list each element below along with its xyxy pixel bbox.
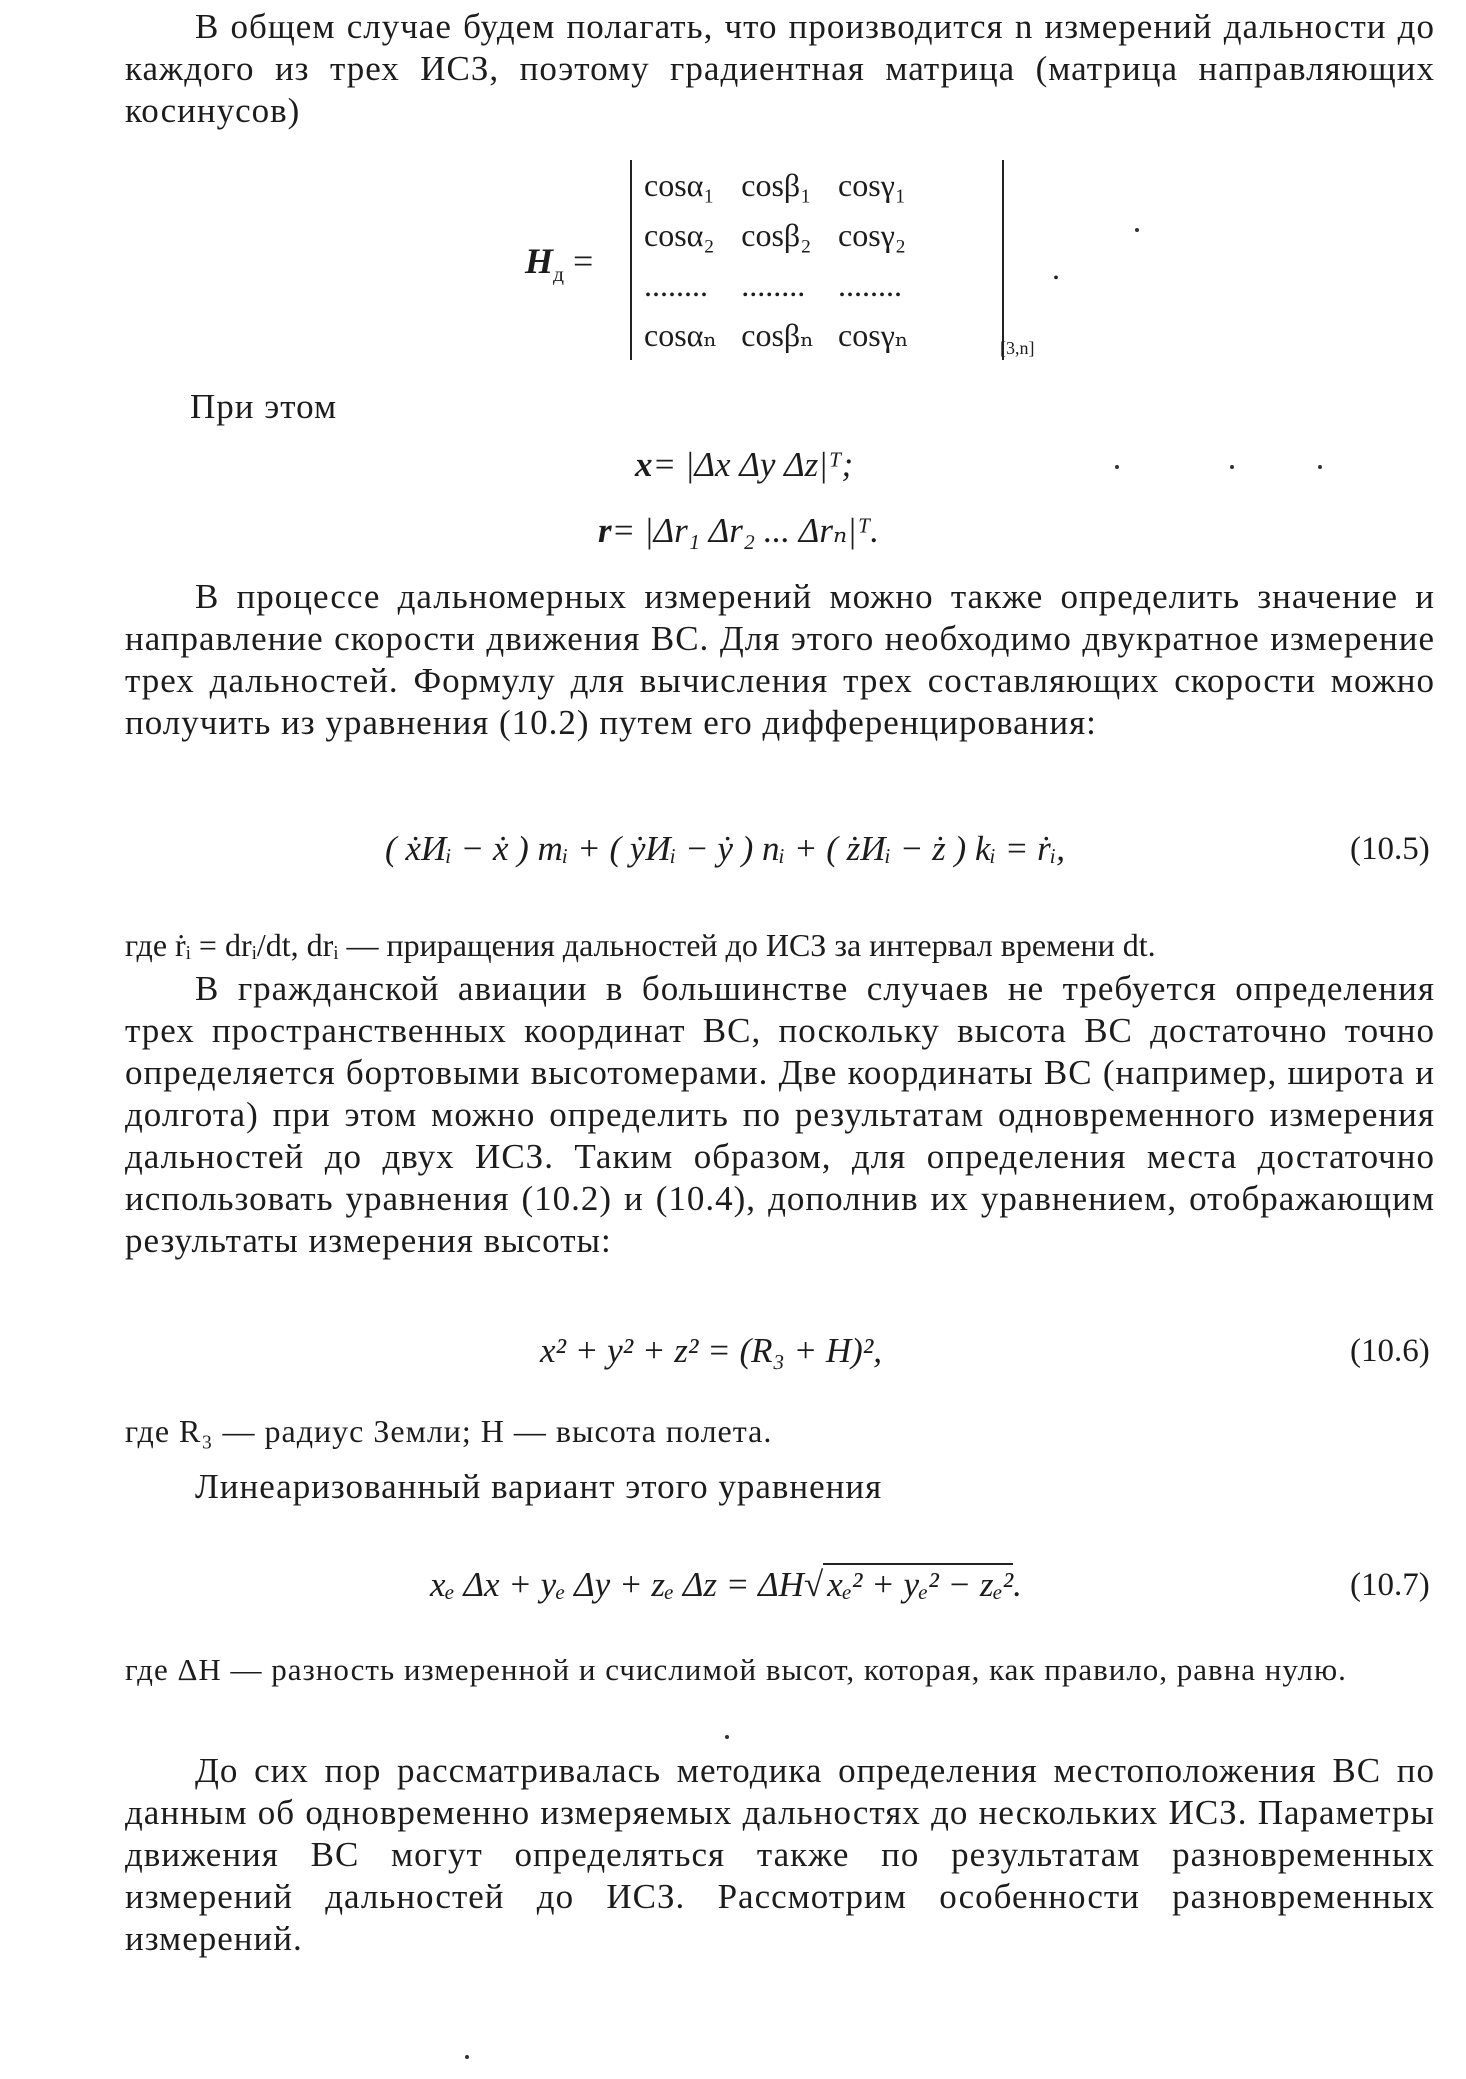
- direction-cosines-matrix: [630, 160, 1004, 360]
- equation-x: x= |Δx Δy Δz|ᵀ;: [635, 445, 854, 484]
- matrix-cell: ........: [644, 267, 708, 303]
- matrix-cell: ........: [838, 267, 903, 303]
- equation-10-6: x² + y² + z² = (R₃ + H)²,: [540, 1331, 883, 1370]
- matrix-trailing-dot: .: [1052, 250, 1060, 286]
- equation-10-7: xₑ Δx + yₑ Δy + zₑ Δz = ΔH√ xₑ² + yₑ² − zₑ².: [430, 1565, 1022, 1604]
- equation-r: r= |Δr₁ Δr₂ ... Δrₙ|ᵀ.: [598, 511, 880, 550]
- matrix-cell: cosβ₂: [741, 217, 812, 253]
- matrix-row: [638, 260, 927, 310]
- where-10-6: где R₃ — радиус Земли; H — высота полета.: [125, 1413, 773, 1449]
- matrix-cell: cosα₂: [644, 217, 715, 253]
- equation-number-10-6: (10.6): [1350, 1333, 1430, 1369]
- matrix-cell: cosα₁: [644, 167, 715, 203]
- scan-speck: [1230, 465, 1234, 469]
- where-10-7: где ΔH — разность измеренной и счислимой высот, которая, как правило, равна нулю.: [125, 1652, 1347, 1687]
- equation-10-5: ( ẋИᵢ − ẋ ) mᵢ + ( ẏИᵢ − ẏ ) nᵢ + ( żИᵢ − ż ) kᵢ = ṙᵢ,: [385, 829, 1066, 868]
- where-10-5: где ṙᵢ = drᵢ/dt, drᵢ — приращения дальностей до ИСЗ за интервал времени dt.: [125, 927, 1156, 963]
- matrix-cell: cosβ₁: [741, 167, 812, 203]
- civil-aviation-paragraph: В гражданской авиации в большинстве случаев не требуется определения трех пространственных координат ВС, поскольку высота ВС достаточно точно определяется бортовыми высотомерами. Две координаты ВС (например, широта и долгота) при этом можно определить по результатам одновременного измерения дальностей до двух ИСЗ. Таким образом, для определения места достаточно использовать уравнения (10.2) и (10.4), дополнив их уравнением, отображающим результаты измерения высоты:: [125, 969, 1435, 1260]
- matrix-row: [638, 210, 927, 260]
- matrix-label: $H_д$ =: [525, 241, 594, 287]
- scan-speck: [1135, 228, 1139, 232]
- scan-speck: [1115, 465, 1119, 469]
- matrix-dimension: [3,n]: [1000, 338, 1035, 358]
- pri-etom-text: При этом: [190, 387, 338, 426]
- matrix-cell: cosγₙ: [838, 317, 909, 353]
- equation-number-10-7: (10.7): [1350, 1567, 1430, 1603]
- equation-number-10-5: (10.5): [1350, 831, 1430, 867]
- matrix-row: [638, 160, 927, 210]
- final-paragraph: До сих пор рассматривалась методика определения местоположения ВС по данным об одновременно измеряемых дальностях до нескольких ИСЗ. Параметры движения ВС могут определяться также по результатам разновременных измерений дальностей до ИСЗ. Рассмотрим особенности разновременных измерений.: [125, 1751, 1435, 1958]
- matrix-cell: cosαₙ: [644, 317, 718, 353]
- matrix-cell: ........: [741, 267, 806, 303]
- scan-speck: [725, 1735, 729, 1739]
- scan-speck: [465, 2055, 469, 2059]
- matrix-cell: cosγ₂: [838, 217, 906, 253]
- velocity-paragraph: В процессе дальномерных измерений можно также определить значение и направление скорости движения ВС. Для этого необходимо двукратное измерение трех дальностей. Формулу для вычисления трех составляющих скорости можно получить из уравнения (10.2) путем его дифференцирования:: [125, 577, 1435, 742]
- matrix-row: [638, 310, 927, 360]
- intro-paragraph: В общем случае будем полагать, что производится n измерений дальности до каждого из трех ИСЗ, поэтому градиентная матрица (матрица направляющих косинусов): [125, 7, 1435, 130]
- matrix-cell: cosγ₁: [838, 167, 906, 203]
- scan-speck: [1318, 465, 1322, 469]
- matrix-cell: cosβₙ: [741, 317, 815, 353]
- linearized-text: Линеаризованный вариант этого уравнения: [195, 1467, 883, 1506]
